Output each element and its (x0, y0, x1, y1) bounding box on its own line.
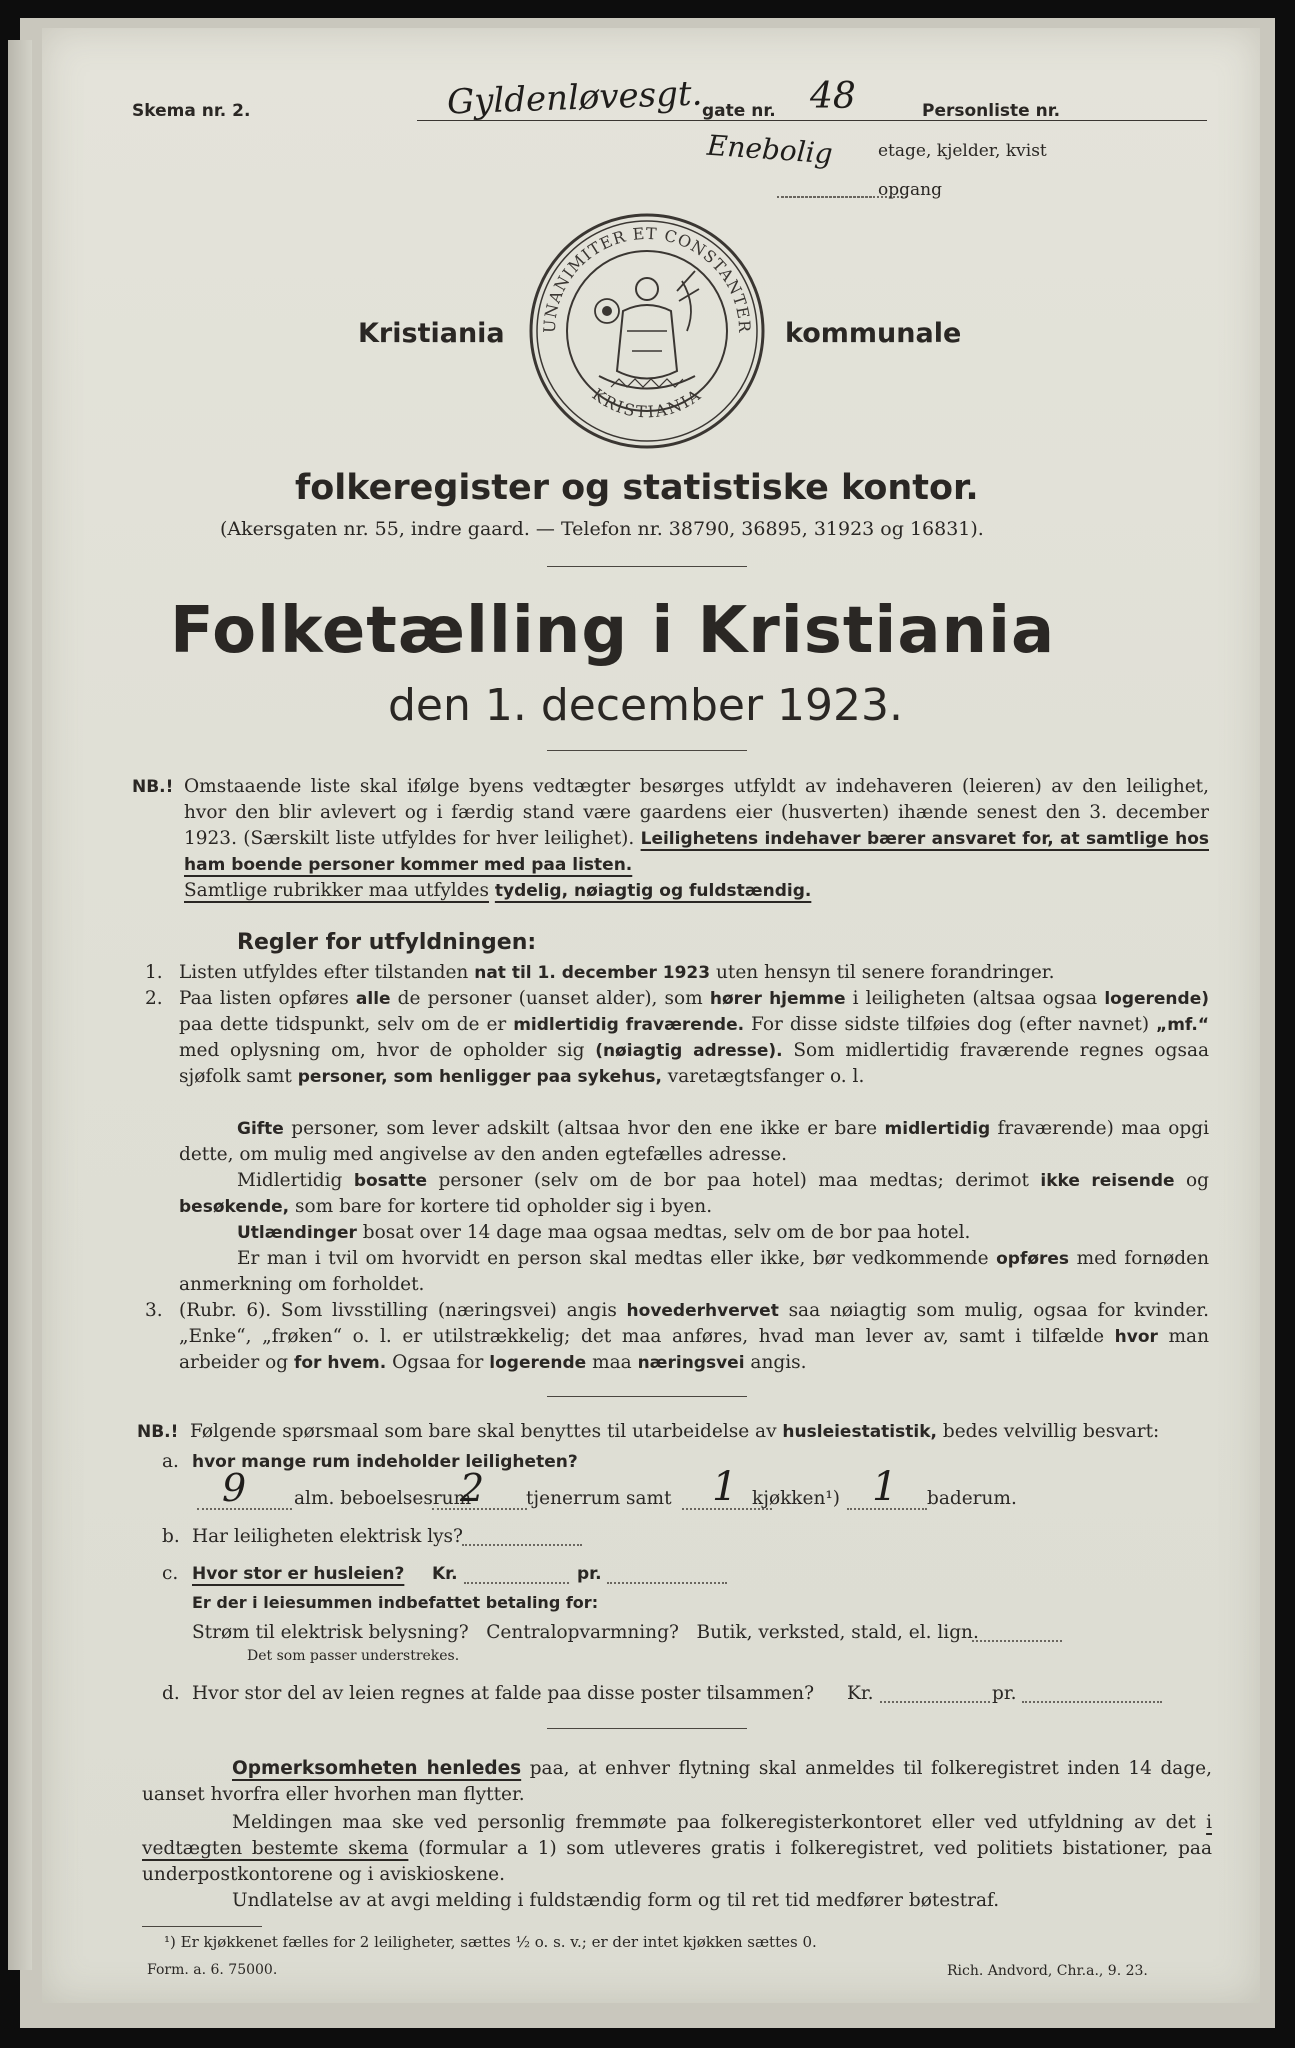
kitchen-label: kjøkken¹) (752, 1488, 841, 1509)
rooms-label: alm. beboelsesrum (294, 1488, 472, 1509)
question-b-label: b. (162, 1526, 180, 1547)
share-pr-label: pr. (992, 1683, 1017, 1704)
question-d-text: Hvor stor del av leien regnes at falde paa disse poster tilsammen? (192, 1683, 814, 1704)
header-line (417, 120, 1207, 121)
skema-label: Skema nr. 2. (132, 101, 251, 121)
seal-text-bottom: KRISTIANIA (588, 384, 706, 422)
kristiania-seal (527, 211, 767, 451)
etage-handwritten: Enebolig (706, 128, 834, 171)
gate-nr-label: gate nr. (702, 101, 776, 121)
nb1-label: NB.! (132, 777, 174, 797)
kitchen-handwritten: 1 (712, 1464, 738, 1510)
page-edge (8, 40, 32, 1970)
rule-2c-text: Midlertidig bosatte personer (selv om de bor paa hotel) maa medtas; derimot ikke reisende og besøkende, som bare for kortere tid opholder sig i byen. (179, 1170, 1210, 1217)
rule-2d-text: Utlændinger bosat over 14 dage maa ogsaa medtas, selv om de bor paa hotel. (237, 1222, 971, 1243)
nb1-text-b: Leilighetens indehaver bærer ansvaret for, at samtlige hos ham boende personer kommer med paa listen. (184, 829, 1209, 875)
underline-note: Det som passer understrekes. (247, 1648, 460, 1664)
census-date: den 1. december 1923. (388, 680, 904, 731)
notice-paragraph-1: Opmerksomheten henledes paa, at enhver flytning skal anmeldes til folkeregistret inden 14 dage, uanset hvorfra eller hvorhen man flytter. (142, 1758, 1212, 1805)
notice-paragraph-2: Meldingen maa ske ved personlig fremmøte paa folkeregisterkontoret eller ved utfyldning av det i vedtægten bestemte skema (formular a 1) som utleveres gratis i folkeregistret, ved politiets bistationer, paa underpostkontorene og i aviskioskene. (142, 1812, 1212, 1885)
bath-handwritten: 1 (872, 1464, 898, 1510)
rule-2-text: Paa listen opføres alle de personer (uanset alder), som hører hjemme i leiligheten (altsaa ogsaa logerende) paa dette tidspunkt, selv om de er midlertidig fraværende. For disse sidste tilføies dog (efter navnet) „mf.“ med oplysning om, hvor de opholder sig (nøiagtig adresse). Som midlertidig fraværende regnes ogsaa sjøfolk samt personer, som henligger paa sykehus, varetægtsfanger o. l. (179, 988, 1210, 1087)
office-title: folkeregister og statistiske kontor. (295, 468, 979, 508)
street-handwritten: Gyldenløvesgt. (446, 73, 704, 123)
nb1-text-a: Omstaaende liste skal ifølge byens vedtægter besørges utfyldt av indehaveren (leieren) av den leilighet, hvor den blir avlevert og i færdig stand være gaardens eier (husverten) ihænde senest den 3. december 1923. (Særskilt liste utfyldes for hver leilighet). (184, 776, 1209, 849)
personliste-label: Personliste nr. (922, 101, 1061, 121)
main-title: Folketælling i Kristiania (170, 594, 1056, 668)
question-c-text: Hvor stor er husleien? (192, 1564, 405, 1584)
rent-pr-label: pr. (577, 1564, 602, 1584)
servant-rooms-label: tjenerrum samt (526, 1488, 672, 1509)
nb1-paragraph (184, 774, 1209, 904)
rent-kr-label: Kr. (432, 1564, 458, 1584)
nb2-label: NB.! (137, 1422, 179, 1442)
seal-text-top: UNANIMITER ET CONSTANTER (539, 223, 755, 334)
share-kr-label: Kr. (847, 1683, 874, 1704)
svg-text:KRISTIANIA (589, 385, 706, 422)
gate-nr-handwritten: 48 (810, 76, 856, 117)
rules-heading: Regler for utfyldningen: (237, 930, 537, 955)
nb2-text: Følgende spørsmaal som bare skal benyttes til utarbeidelse av husleiestatistik, bedes velvillig besvart: (190, 1421, 1160, 1442)
etage-label: etage, kjelder, kvist (878, 141, 1047, 161)
printer-imprint: Rich. Andvord, Chr.a., 9. 23. (947, 1963, 1148, 1979)
rule-3-text: (Rubr. 6). Som livsstilling (næringsvei) angis hovederhvervet saa nøiagtig som mulig, ogsaa for kvinder. „Enke“, „frøken“ o. l. er utilstrækkelig; det maa anføres, hvad man lever av, samt i tilfælde hvor man arbeider og for hvem. Ogsaa for logerende maa næringsvei angis. (179, 1300, 1209, 1373)
notice-heading: Opmerksomheten henledes (232, 1758, 522, 1779)
rent-includes-heading: Er der i leiesummen indbefattet betaling for: (192, 1593, 599, 1612)
form-number: Form. a. 6. 75000. (147, 1962, 278, 1978)
rule-2b-text: Gifte personer, som lever adskilt (altsaa hvor den ene ikke er bare midlertidig fraværende) maa opgi dette, om mulig med angivelse av den anden egtefælles adresse. (179, 1118, 1209, 1165)
title-kristiania: Kristiania (358, 318, 505, 349)
office-address: (Akersgaten nr. 55, indre gaard. — Telefon nr. 38790, 36895, 31923 og 16831). (220, 518, 984, 540)
question-d-label: d. (162, 1683, 180, 1704)
rent-includes-items: Strøm til elektrisk belysning? Centralopvarmning? Butik, verksted, stald, el. lign. (192, 1622, 979, 1643)
rule-2e-text: Er man i tvil om hvorvidt en person skal medtas eller ikke, bør vedkommende opføres med fornøden anmerkning om forholdet. (179, 1248, 1209, 1295)
question-b-text: Har leiligheten elektrisk lys? (192, 1526, 463, 1547)
bath-label: baderum. (927, 1488, 1017, 1509)
kitchen-footnote: ¹) Er kjøkkenet fælles for 2 leiligheter, sættes ½ o. s. v.; er der intet kjøkken sættes 0. (164, 1933, 817, 1951)
title-kommunale: kommunale (785, 318, 962, 349)
notice-paragraph-3: Undlatelse av at avgi melding i fuldstændig form og til ret tid medfører bøtestraf. (232, 1890, 1000, 1911)
nb1-text-d: tydelig, nøiagtig og fuldstændig. (494, 881, 812, 901)
seal-icon (527, 211, 767, 451)
question-c-label: c. (162, 1563, 179, 1584)
nb1-text-c: Samtlige rubrikker maa utfyldes (184, 880, 489, 901)
rule-1-number: 1. (145, 962, 163, 983)
rule-1-text: Listen utfyldes efter tilstanden nat til 1. december 1923 uten hensyn til senere forandringer. (179, 962, 1055, 983)
rule-2-number: 2. (145, 988, 163, 1009)
question-a-text: hvor mange rum indeholder leiligheten? (192, 1452, 578, 1472)
rule-3-number: 3. (145, 1300, 163, 1321)
rooms-handwritten: 9 (222, 1466, 247, 1510)
servant-rooms-handwritten: 2 (460, 1466, 485, 1510)
census-form-page (42, 28, 1260, 2003)
question-a-label: a. (162, 1451, 179, 1472)
opgang-label: opgang (878, 180, 942, 200)
